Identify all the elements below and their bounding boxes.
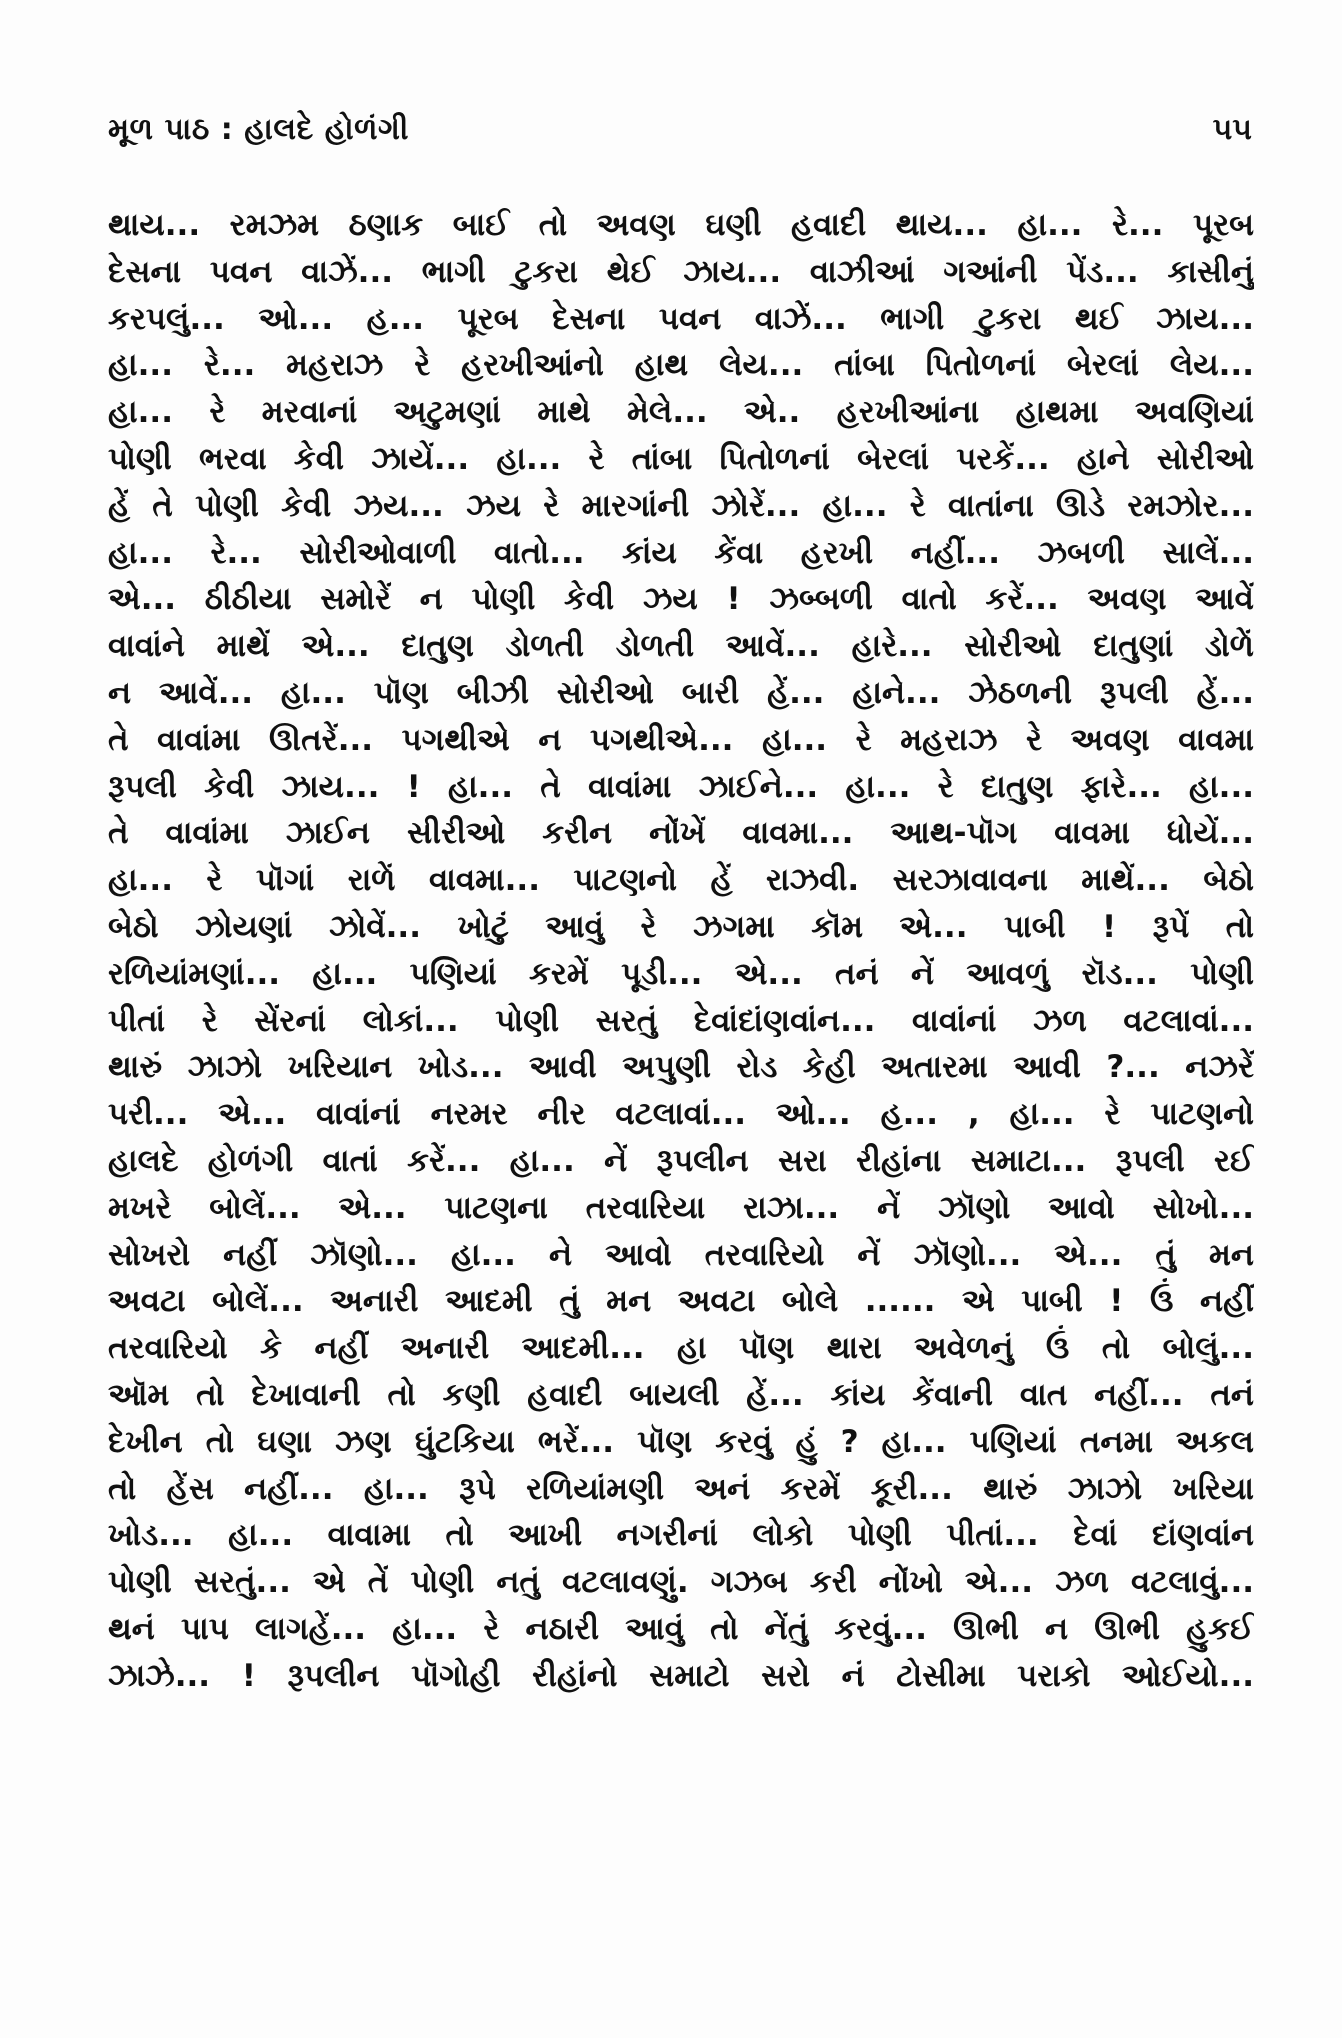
- body-text: [108, 202, 1254, 1700]
- text-line: એ... ઠીઠીયા સમોરેં ન પોણી કેવી ઝય ! ઝબ્બળી વાતો કરેં... અવણ આવેં: [108, 581, 1254, 618]
- text-line: રળિયાંમણાં... હા... પણિયાં કરમેં પૂડી... એ... તનં નેં આવળું રૉડ... પોણી: [108, 955, 1254, 992]
- text-line: દેસના પવન વાઝેં... ભાગી ટુકરા થેઈ ઝાય... વાઝીઆં ગઆંની પેંડ... કાસીનું: [108, 253, 1254, 290]
- text-line: હાલદે હોળંગી વાતાં કરેં... હા... નેં રૂપલીન સરા રીહાંના સમાટા... રૂપલી રઈ: [108, 1142, 1254, 1179]
- text-line: ઑમ તો દેખાવાની તો કણી હવાદી બાયલી હેં... કાંય કેંવાની વાત નહીં... તનં: [108, 1376, 1254, 1413]
- text-line: અવટા બોલેં... અનારી આદમી તું મન અવટા બોલે ...... એ પાબી ! ઉં નહીં: [108, 1283, 1254, 1320]
- text-line: મખરે બોલેં... એ... પાટણના તરવારિયા રાઝા... નેં ઝૉણો આવો સોખો...: [108, 1189, 1254, 1226]
- text-line: ઝાઝે... ! રૂપલીન પૉગોહી રીહાંનો સમાટો સરો નં ટોસીમા પરાકો ઓઈયો...: [108, 1657, 1254, 1694]
- text-line: તો હેંસ નહીં... હા... રૂપે રળિયાંમણી અનં કરમેં કૂરી... થારું ઝાઝો ખરિયા: [108, 1470, 1254, 1507]
- text-line: કરપલું... ઓ... હ... પૂરબ દેસના પવન વાઝેં... ભાગી ટુકરા થઈ ઝાય...: [108, 300, 1254, 337]
- text-line: તે વાવાંમા ઊતરેં... પગથીએ ન પગથીએ... હા... રે મહરાઝ રે અવણ વાવમા: [108, 721, 1254, 758]
- text-line: હા... રે... મહરાઝ રે હરખીઆંનો હાથ લેય... તાંબા પિતોળનાં બેરલાં લેય...: [108, 347, 1254, 384]
- text-line: હા... રે મરવાનાં અટુમણાં માથે મેલે... એ.. હરખીઆંના હાથમા અવણિયાં: [108, 394, 1254, 431]
- text-line: પરી... એ... વાવાંનાં નરમર નીર વટલાવાં... ઓ... હ... , હા... રે પાટણનો: [108, 1096, 1254, 1133]
- text-line: હા... રે પૉગાં રાળેં વાવમા... પાટણનો હેં રાઝવી. સરઝાવાવના માથેં... બેઠો: [108, 862, 1254, 899]
- text-line: સોખરો નહીં ઝૉણો... હા... ને આવો તરવારિયો નેં ઝૉણો... એ... તું મન: [108, 1236, 1254, 1273]
- text-line: હા... રે... સોરીઓવાળી વાતો... કાંય કેંવા હરખી નહીં... ઝબળી સાલેં...: [108, 534, 1254, 571]
- text-line: તે વાવાંમા ઝાઈન સીરીઓ કરીન નોંખેં વાવમા... આથ-પૉગ વાવમા ધોયેં...: [108, 815, 1254, 852]
- text-line: દેખીન તો ઘણા ઝણ ઘુંટકિયા ભરેં... પૉણ કરવું હું ? હા... પણિયાં તનમા અકલ: [108, 1423, 1254, 1460]
- text-line: રૂપલી કેવી ઝાય... ! હા... તે વાવાંમા ઝાઈને... હા... રે દાતુણ ફારે... હા...: [108, 768, 1254, 805]
- text-line: થનં પાપ લાગહેં... હા... રે નઠારી આવું તો નેંતું કરવું... ઊભી ન ઊભી હુકઈ: [108, 1610, 1254, 1647]
- text-line: પીતાં રે સેંરનાં લોકાં... પોણી સરતું દેવાંદાંણવાંન... વાવાંનાં ઝળ વટલાવાં...: [108, 1002, 1254, 1039]
- text-line: પોણી ભરવા કેવી ઝાયેં... હા... રે તાંબા પિતોળનાં બેરલાં પરકેં... હાને સોરીઓ: [108, 440, 1254, 477]
- running-header: [108, 112, 1252, 156]
- text-line: ન આવેં... હા... પૉણ બીઝી સોરીઓ બારી હેં... હાને... ઝેઠળની રૂપલી હેં...: [108, 674, 1254, 711]
- text-line: તરવારિયો કે નહીં અનારી આદમી... હા પૉણ થારા અવેળનું ઉં તો બોલું...: [108, 1330, 1254, 1367]
- text-line: પોણી સરતું... એ તેં પોણી નતું વટલાવણું. ગઝબ કરી નોંખો એ... ઝળ વટલાવું...: [108, 1564, 1254, 1601]
- text-line: થારું ઝાઝો ખરિયાન ખોડ... આવી અપુણી રોડ કેહી અતારમા આવી ?... નઝરેં: [108, 1049, 1254, 1086]
- text-line: ખોડ... હા... વાવામા તો આખી નગરીનાં લોકો પોણી પીતાં... દેવાં દાંણવાંન: [108, 1517, 1254, 1554]
- header-title: મૂળ પાઠ : હાલદે હોળંગી: [108, 112, 409, 147]
- page-number: ૫૫: [1212, 112, 1252, 147]
- text-line: થાય... રમઝમ ઠણાક બાઈ તો અવણ ઘણી હવાદી થાય... હા... રે... પૂરબ: [108, 207, 1254, 243]
- text-line: બેઠો ઝોયણાં ઝોવેં... ખોટું આવું રે ઝગમા કૉમ એ... પાબી ! રૂપેં તો: [108, 908, 1254, 945]
- text-line: હેં તે પોણી કેવી ઝય... ઝય રે મારગાંની ઝોરેં... હા... રે વાતાંના ઊડે રમઝોર...: [108, 487, 1254, 524]
- text-line: વાવાંને માથેં એ... દાતુણ ડોળતી ડોળતી આવેં... હારે... સોરીઓ દાતુણાં ડોળેં: [108, 628, 1254, 665]
